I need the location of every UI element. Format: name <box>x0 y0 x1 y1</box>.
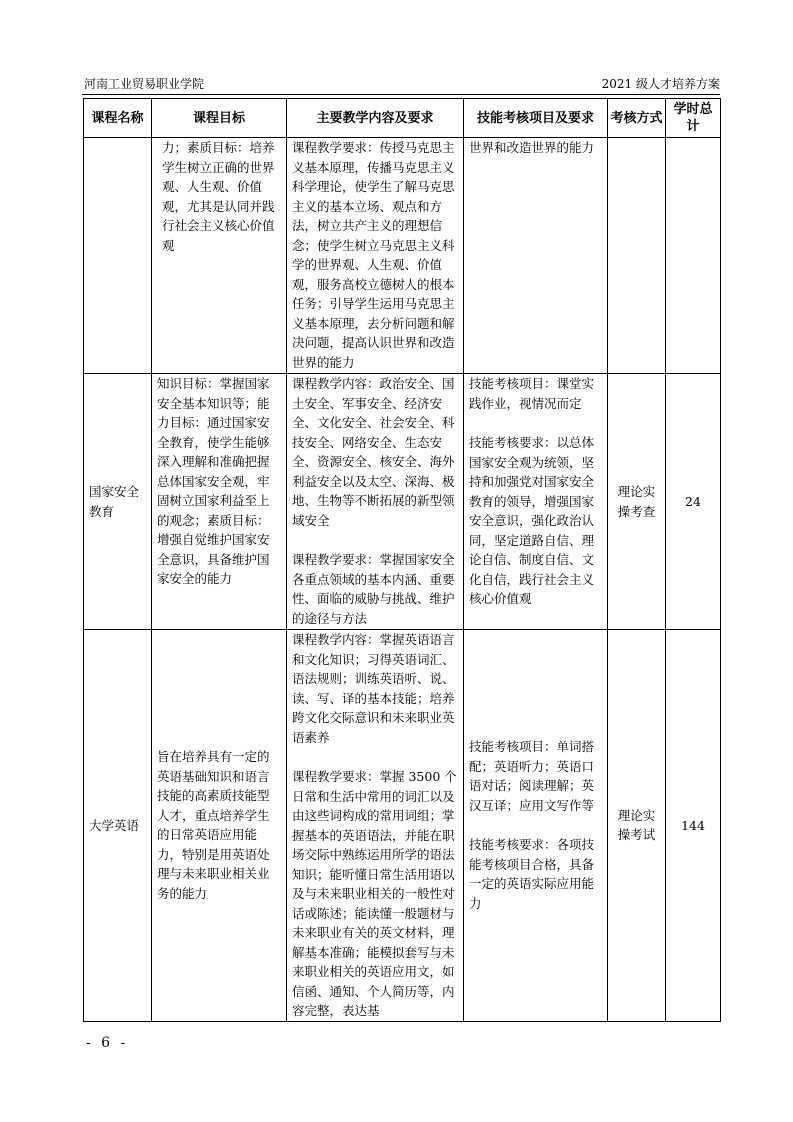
course-goal-text: 旨在培养具有一定的英语基础知识和语言技能的高素质技能型人才，重点培养学生的日常英语应用能力，特别是用英语处理与未来职业相关业务的能力 <box>157 749 270 901</box>
course-goal-text: 知识目标：掌握国家安全基本知识等；能力目标：通过国家安全教育，使学生能够深入理解和准确把握总体国家安全观，牢固树立国家利益至上的观念；素质目标：增强自觉维护国家安全意识，具备维护国家安全的能力 <box>157 376 270 586</box>
table-row <box>84 374 721 630</box>
header-divider <box>82 94 720 95</box>
column-header-skill-assessment: 技能考核项目及要求 <box>464 99 608 138</box>
column-header-total-hours: 学时总计 <box>666 99 721 138</box>
skill-requirement-text: 技能考核要求：以总体国家安全观为统领，坚持和加强党对国家安全教育的领导，增强国家安全意识，强化政治认同，坚定道路自信、理论自信、制度自信、文化自信，践行社会主义核心价值观 <box>469 435 595 606</box>
content-cell <box>287 138 464 374</box>
content-cell <box>287 374 464 630</box>
content-topics-text: 课程教学内容：掌握英语语言和文化知识；习得英语词汇、语法规则；训练英语听、说、读、写、译的基本技能；培养跨文化交际意识和未来职业英语素养 <box>292 632 455 745</box>
exam-method-cell: 理论实操考查 <box>608 374 666 630</box>
course-name-cell <box>84 374 152 630</box>
header-document-title: 2021 级人才培养方案 <box>601 77 720 91</box>
course-name-cell <box>84 630 152 1022</box>
total-hours-cell <box>666 138 721 374</box>
page-number: - 6 - <box>86 1035 129 1051</box>
table-header-row <box>84 99 721 138</box>
header-school-name: 河南工业贸易职业学院 <box>84 77 205 91</box>
course-name-text: 国家安全教育 <box>89 484 140 519</box>
table-row <box>84 138 721 374</box>
course-goal-text: 力；素质目标：培养学生树立正确的世界观、人生观、价值观，尤其是认同并践行社会主义核心价值观 <box>162 140 275 253</box>
course-name-cell <box>84 138 152 374</box>
content-cell <box>287 630 464 1022</box>
course-goal-cell <box>152 630 287 1022</box>
content-topics-text: 课程教学内容：政治安全、国土安全、军事安全、经济安全、文化安全、社会安全、科技安全、网络安全、生态安全、资源安全、核安全、海外利益安全以及太空、深海、极地、生物等不断拓展的新型领域安全 <box>292 376 455 528</box>
skill-requirement-text: 技能考核要求：各项技能考核项目合格，具备一定的英语实际应用能力 <box>469 837 595 911</box>
skill-cell <box>464 374 608 630</box>
column-header-course-name: 课程名称 <box>84 99 152 138</box>
table-row <box>84 630 721 1022</box>
skill-cell <box>464 138 608 374</box>
skill-text: 世界和改造世界的能力 <box>469 140 595 155</box>
total-hours-cell: 24 <box>666 374 721 630</box>
content-requirement-text: 课程教学要求：掌握国家安全各重点领域的基本内涵、重要性、面临的威胁与挑战、维护的途径与方法 <box>292 552 455 626</box>
page-header <box>82 75 720 93</box>
column-header-content: 主要教学内容及要求 <box>287 99 464 138</box>
course-goal-cell <box>152 374 287 630</box>
skill-cell <box>464 630 608 1022</box>
course-name-text: 大学英语 <box>89 817 140 833</box>
content-requirement-text: 课程教学要求：掌握 3500 个日常和生活中常用的词汇以及由这些词构成的常用词组；掌握基本的英语语法，并能在职场交际中熟练运用所学的语法知识；能听懂日常生活用语以及与未来职业相关的一般性对话或陈述；能读懂一般题材与未来职业有关的英文材料，理解基本准确；能模拟套写与未来职业相关的英语应用文，如信函、通知、个人简历等，内容完整，表达基 <box>292 769 457 1018</box>
exam-method-cell: 理论实操考试 <box>608 630 666 1022</box>
skill-items-text: 技能考核项目：单词搭配；英语听力；英语口语对话；阅读理解；英汉互译；应用文写作等 <box>469 739 595 813</box>
exam-method-cell <box>608 138 666 374</box>
column-header-exam-method: 考核方式 <box>608 99 666 138</box>
total-hours-cell: 144 <box>666 630 721 1022</box>
course-table <box>83 98 721 1022</box>
course-goal-cell <box>152 138 287 374</box>
skill-items-text: 技能考核项目：课堂实践作业，视情况而定 <box>469 376 595 411</box>
column-header-course-goal: 课程目标 <box>152 99 287 138</box>
content-requirement-text: 课程教学要求：传授马克思主义基本原理，传播马克思主义科学理论，使学生了解马克思主义的基本立场、观点和方法，树立共产主义的理想信念；使学生树立马克思主义科学的世界观、人生观、价值观，服务高校立德树人的根本任务；引导学生运用马克思主义基本原理，去分析问题和解决问题，提高认识世界和改造世界的能力 <box>292 140 455 370</box>
